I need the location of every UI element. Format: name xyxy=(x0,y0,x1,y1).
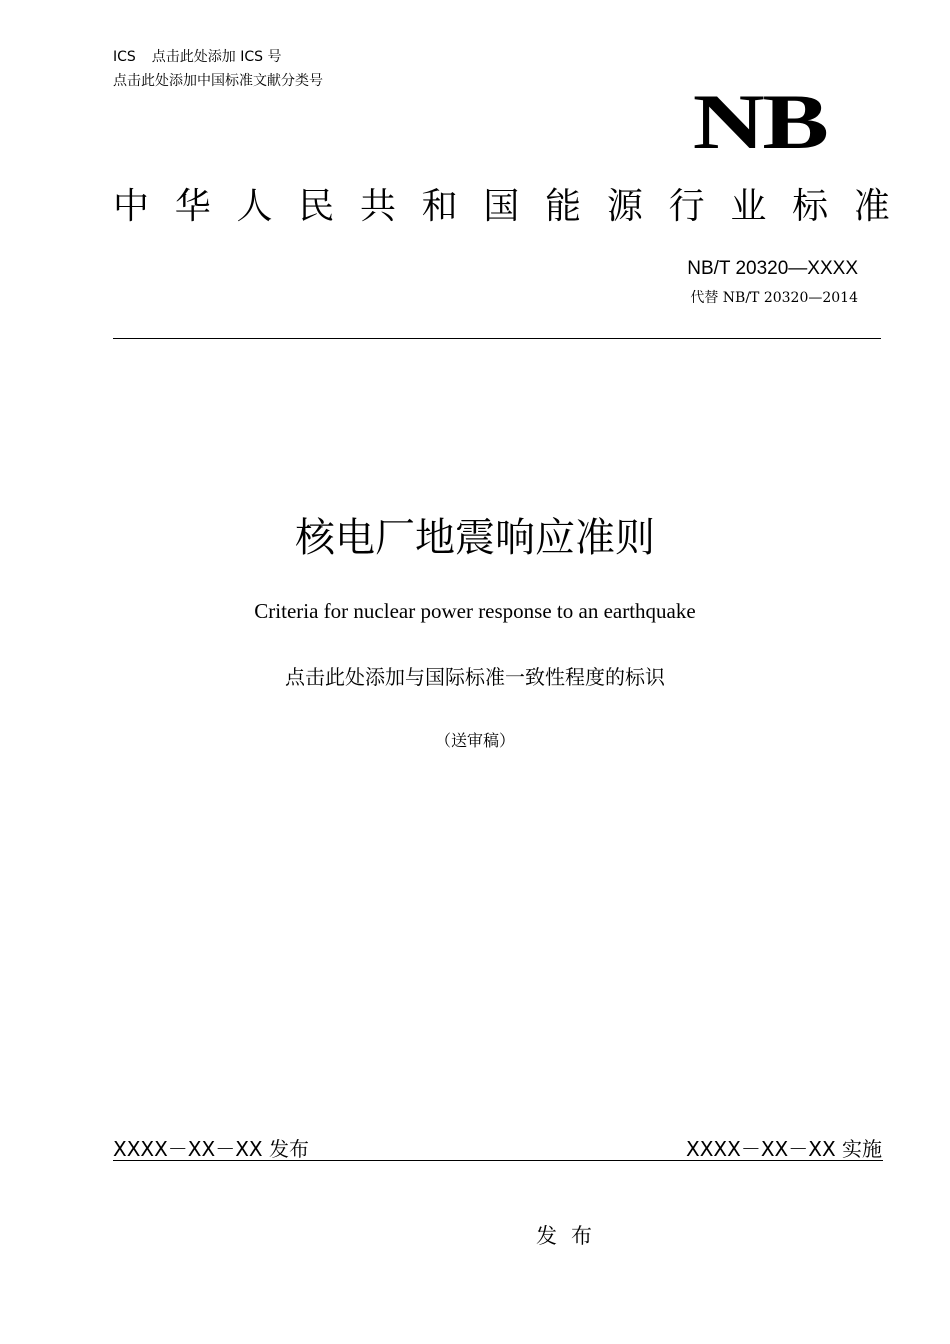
header-divider xyxy=(113,338,881,339)
footer-divider xyxy=(113,1160,883,1161)
standard-title-char: 业 xyxy=(730,186,767,227)
standard-title-char: 和 xyxy=(421,186,458,227)
ics-placeholder-field[interactable]: 点击此处添加 ICS 号 xyxy=(151,49,282,65)
standard-title-char: 中 xyxy=(113,186,150,227)
standard-title-char: 行 xyxy=(668,186,705,227)
ics-line xyxy=(113,48,298,66)
standard-title-char: 人 xyxy=(236,186,273,227)
standard-title-char: 准 xyxy=(853,186,890,227)
standard-title-char: 国 xyxy=(483,186,520,227)
standard-title-char: 民 xyxy=(298,186,335,227)
standard-title-char: 源 xyxy=(606,186,643,227)
standard-title-char: 共 xyxy=(359,186,396,227)
replaces-standard: 代替 NB/T 20320—2014 xyxy=(690,290,858,306)
standard-category-title xyxy=(113,184,890,230)
conformity-placeholder-field[interactable]: 点击此处添加与国际标准一致性程度的标识 xyxy=(285,665,665,689)
standard-number: NB/T 20320—XXXX xyxy=(687,258,858,279)
standard-title-char: 能 xyxy=(545,186,582,227)
implementation-date: XXXX－XX－XX 实施 xyxy=(686,1137,882,1161)
publish-label: 发布 xyxy=(536,1224,606,1248)
document-title-en: Criteria for nuclear power response to an earthquake xyxy=(254,599,696,623)
draft-status: （送审稿） xyxy=(434,731,515,750)
standard-title-char: 标 xyxy=(792,186,829,227)
standard-title-char: 华 xyxy=(174,186,211,227)
nb-logo: NB xyxy=(692,78,826,165)
ics-label: ICS xyxy=(113,49,136,65)
ccs-placeholder-field[interactable]: 点击此处添加中国标准文献分类号 xyxy=(113,73,323,89)
document-title-zh: 核电厂地震响应准则 xyxy=(295,515,655,561)
issue-date: XXXX－XX－XX 发布 xyxy=(113,1137,309,1161)
